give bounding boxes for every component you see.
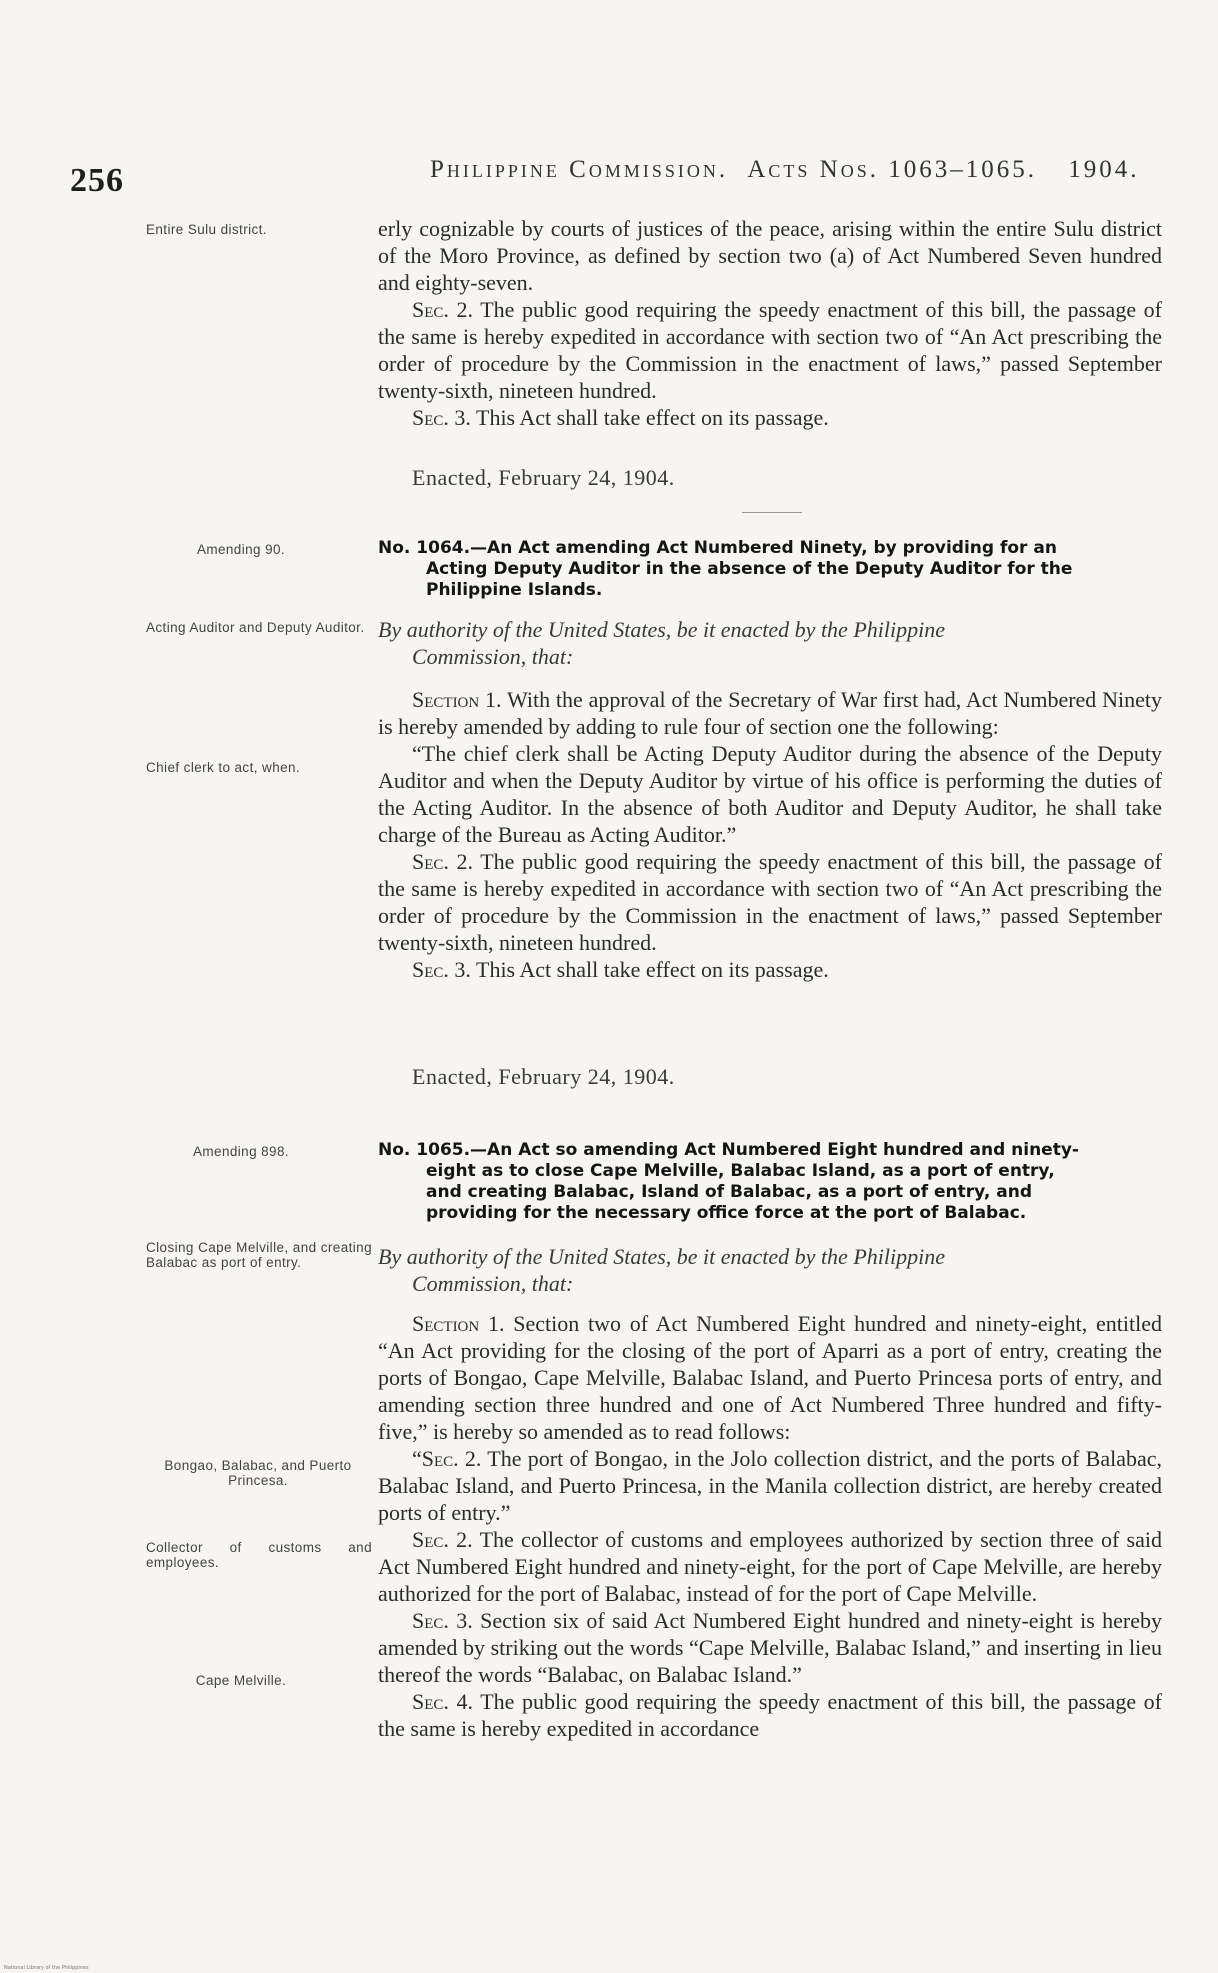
- act-1065-section-1: [378, 1310, 1162, 1445]
- act-1065-section-3: [378, 1607, 1162, 1688]
- act-1063-paragraph-1: erly cognizable by courts of justices of the peace, arising within the entire Sulu district of the Moro Province, as defined by section two (a) of Act Numbered Seven hundred and eighty-seven.: [378, 216, 1162, 295]
- act-1064-section-1: [378, 686, 1162, 740]
- margin-note-amending-90: Amending 90.: [196, 542, 286, 557]
- heading-line: No. 1065.—An Act so amending Act Numbered Eight hundred and ninety-: [378, 1140, 1079, 1160]
- section-text: The public good requiring the speedy enactment of this bill, the passage of the same is hereby expedited in accordance: [378, 1689, 1163, 1741]
- enacting-line: By authority of the United States, be it enacted by the Philippine: [378, 617, 945, 642]
- scan-footer: National Library of the Philippines: [4, 1965, 89, 1971]
- margin-note-sulu: Entire Sulu district.: [146, 222, 267, 237]
- running-head-year: 1904.: [1068, 156, 1140, 183]
- page-number: 256: [70, 162, 124, 199]
- act-1064-body: [378, 686, 1162, 983]
- section-label: Sec. 3.: [412, 957, 471, 982]
- heading-line: providing for the necessary office force at the port of Balabac.: [426, 1203, 1027, 1223]
- margin-note-chief-clerk: Chief clerk to act, when.: [146, 760, 301, 775]
- act-1063-enacted: Enacted, February 24, 1904.: [412, 465, 675, 490]
- act-1064-section-2: [378, 848, 1162, 956]
- section-label: Section 1.: [412, 1311, 505, 1336]
- section-text: The public good requiring the speedy enactment of this bill, the passage of the same is hereby expedited in accordance with section two of “An Act prescribing the order of procedure by the Commission in the enactment of laws,” passed September twenty-sixth, nineteen hundred.: [378, 849, 1163, 955]
- heading-line: eight as to close Cape Melville, Balabac Island, as a port of entry,: [426, 1161, 1055, 1181]
- section-label: Sec. 3.: [412, 405, 471, 430]
- act-1064-enacting-clause: [378, 616, 1162, 670]
- section-text: Section six of said Act Numbered Eight hundred and ninety-eight is hereby amended by striking out the words “Cape Melville, Balabac Island,” and inserting in lieu thereof the words “Balabac, on Balabac Island.”: [378, 1608, 1163, 1687]
- section-label: Sec. 3.: [412, 1608, 473, 1633]
- margin-note-acting-auditor: Acting Auditor and Deputy Auditor.: [146, 620, 365, 635]
- act-1065-section-4: [378, 1688, 1162, 1742]
- heading-line: and creating Balabac, Island of Balabac, as a port of entry, and: [426, 1182, 1033, 1202]
- margin-note-collector: Collector of customs and employees.: [146, 1540, 372, 1570]
- act-1065-enacting-clause: [378, 1243, 1162, 1297]
- section-text: The collector of customs and employees authorized by section three of said Act Numbered Eight hundred and ninety-eight, for the port of Cape Melville, are hereby authorized for the port of Balabac, instead of for the port of Cape Melville.: [378, 1527, 1162, 1606]
- section-text: The port of Bongao, in the Jolo collection district, and the ports of Balabac, Balabac Island, and Puerto Princesa, in the Manila collection district, are hereby created ports of entry.”: [378, 1446, 1162, 1525]
- enacting-line: Commission, that:: [412, 1271, 574, 1296]
- running-head-acts: Acts Nos. 1063–1065.: [747, 156, 1037, 183]
- act-1064-section-3: [378, 956, 1162, 983]
- margin-note-closing: Closing Cape Melville, and creating Balabac as port of entry.: [146, 1240, 372, 1270]
- act-1063-section-3: [378, 404, 1162, 431]
- margin-note-cape-melville: Cape Melville.: [195, 1673, 287, 1688]
- act-1065-heading: [378, 1140, 1162, 1224]
- act-1064-heading: [378, 538, 1162, 601]
- section-label: Sec. 2.: [412, 849, 473, 874]
- section-text: This Act shall take effect on its passage.: [470, 957, 829, 982]
- section-text: With the approval of the Secretary of War first had, Act Numbered Ninety is hereby amended by adding to rule four of section one the following:: [378, 687, 1162, 739]
- act-1064-enacted: Enacted, February 24, 1904.: [412, 1064, 675, 1089]
- heading-line: No. 1064.—An Act amending Act Numbered Ninety, by providing for an: [378, 538, 1057, 558]
- section-label: “Sec. 2.: [412, 1446, 482, 1471]
- section-text: The public good requiring the speedy enactment of this bill, the passage of the same is hereby expedited in accordance with section two of “An Act prescribing the order of procedure by the Commission in the enactment of laws,” passed September twenty-sixth, nineteen hundred.: [378, 297, 1163, 403]
- divider: [742, 512, 802, 513]
- section-label: Sec. 2.: [412, 1527, 473, 1552]
- margin-note-bongao: Bongao, Balabac, and Puerto Princesa.: [164, 1458, 352, 1488]
- act-1064-quote: “The chief clerk shall be Acting Deputy Auditor during the absence of the Deputy Auditor and when the Deputy Auditor by virtue of his office is performing the duties of the Acting Auditor. In the absence of both Auditor and Deputy Auditor, he shall take charge of the Bureau as Acting Auditor.”: [378, 741, 1162, 847]
- enacting-line: Commission, that:: [412, 644, 574, 669]
- act-1065-quote: [378, 1445, 1162, 1526]
- act-1063-body: [378, 215, 1162, 431]
- running-head: [430, 156, 1139, 184]
- heading-line: Acting Deputy Auditor in the absence of the Deputy Auditor for the: [426, 559, 1073, 579]
- section-label: Sec. 2.: [412, 297, 473, 322]
- section-text: This Act shall take effect on its passage.: [470, 405, 829, 430]
- act-1063-section-2: [378, 296, 1162, 404]
- act-1065-section-2: [378, 1526, 1162, 1607]
- running-head-title: Philippine Commission.: [430, 156, 729, 183]
- section-label: Section 1.: [412, 687, 502, 712]
- margin-note-amending-898: Amending 898.: [192, 1144, 289, 1159]
- section-label: Sec. 4.: [412, 1689, 473, 1714]
- heading-line: Philippine Islands.: [426, 580, 603, 600]
- section-text: Section two of Act Numbered Eight hundred and ninety-eight, entitled “An Act providing for the closing of the port of Aparri as a port of entry, creating the ports of Bongao, Cape Melville, Balabac Island, and Puerto Princesa ports of entry, and amending section three hundred and one of Act Numbered Three hundred and fifty-five,” is hereby so amended as to read follows:: [378, 1311, 1162, 1444]
- enacting-line: By authority of the United States, be it enacted by the Philippine: [378, 1244, 945, 1269]
- act-1065-body: [378, 1310, 1162, 1742]
